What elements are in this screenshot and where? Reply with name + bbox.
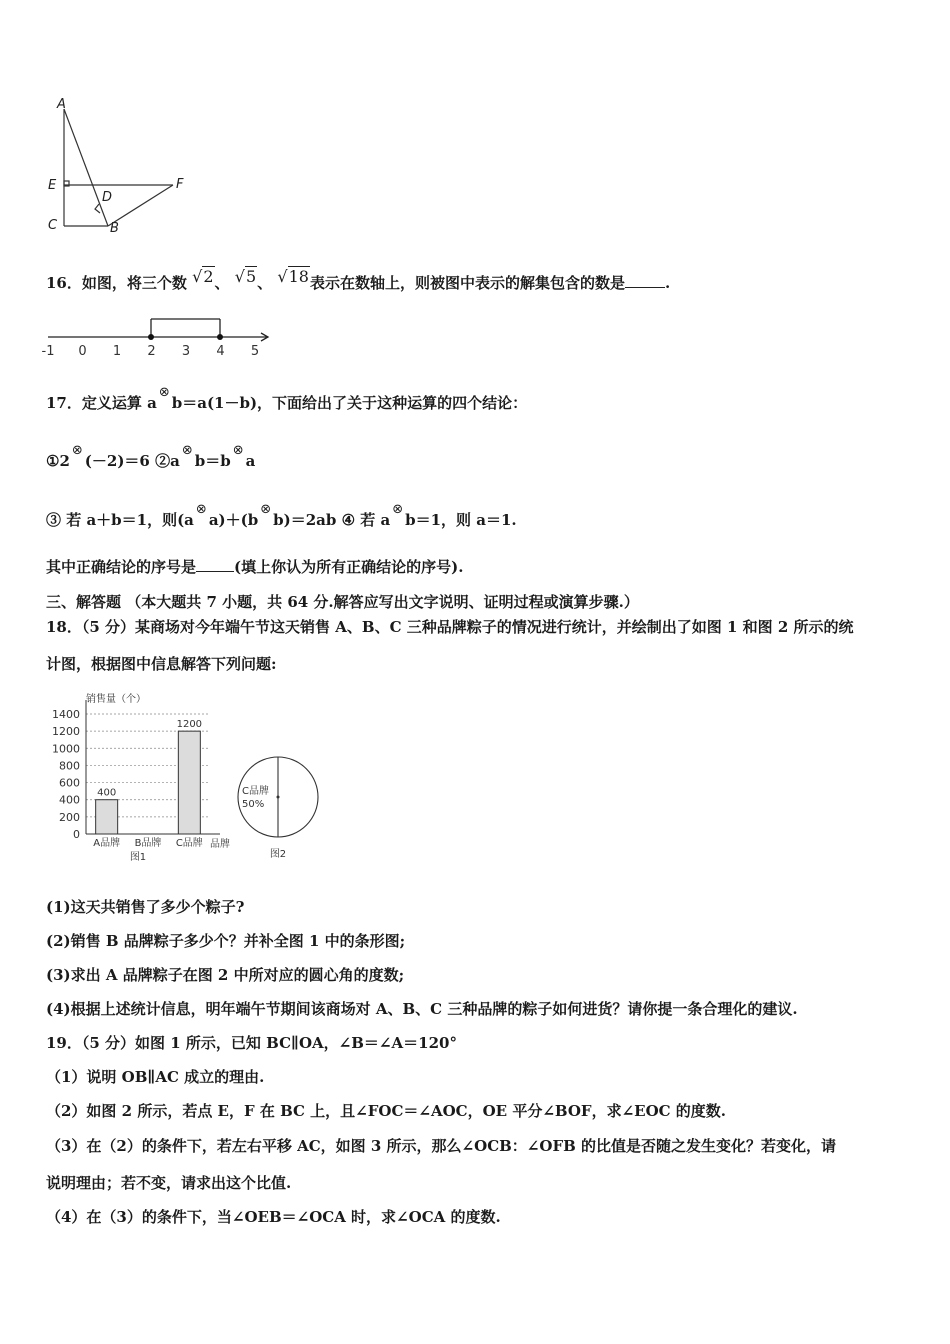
- q16-end: .: [664, 274, 671, 292]
- q17-c3a: ③ 若 a＋b＝1，则(a: [46, 511, 194, 529]
- q17-c1c: b＝b: [194, 452, 231, 470]
- y-tick-label: 1400: [52, 708, 80, 721]
- q19-sub-4: （4）在（3）的条件下，当∠OEB＝∠OCA 时，求∠OCA 的度数.: [46, 1208, 501, 1226]
- q18-sub-2: (2)销售 B 品牌粽子多少个？并补全图 1 中的条形图;: [46, 932, 406, 950]
- x-tick-label: A品牌: [93, 838, 121, 849]
- sqrt-2: √2: [192, 267, 214, 286]
- q19-sub-2: （2）如图 2 所示，若点 E，F 在 BC 上，且∠FOC＝∠AOC，OE 平分∠BOF，求∠EOC 的度数.: [46, 1102, 727, 1120]
- question-17: [46, 385, 528, 415]
- axis-tick-label: 4: [216, 344, 225, 359]
- y-tick-label: 200: [59, 810, 80, 824]
- axis-tick-label: 1: [112, 344, 122, 359]
- bar: [178, 731, 200, 834]
- q18-sub-1: (1)这天共销售了多少个粽子?: [46, 898, 245, 916]
- question-16: [46, 267, 671, 293]
- label-C: C: [48, 218, 58, 233]
- otimes-icon: ⊗: [232, 443, 244, 458]
- pie-chart-figure-2: [230, 750, 330, 865]
- axis-tick-label: -1: [41, 344, 55, 359]
- q19-sub-1: （1）说明 OB∥AC 成立的理由.: [46, 1068, 265, 1086]
- pie-slice-label: C品牌: [242, 786, 269, 797]
- bar-data-label: 1200: [176, 719, 203, 731]
- y-tick-label: 400: [59, 793, 80, 807]
- x-tick-label: B品牌: [134, 838, 162, 849]
- x-tick-label: C品牌: [175, 838, 203, 849]
- point-2: [148, 334, 154, 340]
- q18-line-2: 计图，根据图中信息解答下列问题:: [46, 655, 277, 673]
- sqrt-5: √5: [234, 267, 257, 286]
- q16-text-pre: 如图，将三个数: [81, 274, 187, 292]
- chart-title: 图2: [269, 849, 287, 860]
- q18-sub-4: (4)根据上述统计信息，明年端午节期间该商场对 A、B、C 三种品牌的粽子如何进货？请你提一条合理化的建议.: [46, 1000, 798, 1018]
- q19-sub-3a: （3）在（2）的条件下，若左右平移 AC，如图 3 所示，那么∠OCB：∠OFB 的比值是否随之发生变化？若变化，请: [46, 1137, 836, 1155]
- otimes-icon: ⊗: [181, 443, 193, 458]
- axis-tick-label: 2: [147, 344, 156, 359]
- q17-answer-post: (填上你认为所有正确结论的序号).: [234, 558, 464, 576]
- q17-c3c: b)＝2ab ④ 若 a: [273, 511, 391, 529]
- bar-chart-figure-1: [48, 690, 248, 870]
- number-line: [40, 312, 280, 362]
- q18-sub-3: (3)求出 A 品牌粽子在图 2 中所对应的圆心角的度数;: [46, 966, 405, 984]
- q17-conclusions-1-2: [46, 443, 256, 473]
- q17-answer-line: [46, 557, 463, 577]
- otimes-icon: ⊗: [195, 502, 207, 517]
- label-D: D: [102, 190, 113, 205]
- q16-text-post: 表示在数轴上，则被图中表示的解集包含的数是: [309, 274, 625, 292]
- y-tick-label: 1000: [52, 742, 80, 756]
- y-tick-label: 1200: [52, 725, 80, 739]
- q17-answer-pre: 其中正确结论的序号是: [46, 558, 197, 576]
- q17-c1d: a: [245, 452, 256, 470]
- q17-c3b: a)＋(b: [208, 511, 259, 529]
- y-tick-label: 600: [59, 776, 80, 790]
- section-3-heading: 三、解答题 （本大题共 7 小题，共 64 分.解答应写出文字说明、证明过程或演算步骤.）: [46, 593, 639, 611]
- otimes-icon: ⊗: [158, 385, 170, 400]
- answer-blank[interactable]: [625, 287, 665, 288]
- q17-c1a: ①2: [46, 452, 70, 470]
- label-A: A: [57, 97, 66, 112]
- q17-c3d: b＝1，则 a＝1.: [405, 511, 517, 529]
- pie-center: [277, 796, 280, 799]
- segment-FB: [108, 185, 173, 226]
- q16-sep-1: 、: [214, 274, 230, 292]
- otimes-icon: ⊗: [392, 502, 404, 517]
- q18-line-1: 18．（5 分）某商场对今年端午节这天销售 A、B、C 三种品牌粽子的情况进行统计，并绘制出了如图 1 和图 2 所示的统: [46, 618, 854, 636]
- q16-sep-2: 、: [257, 274, 273, 292]
- pie-slice-percent: 50%: [242, 799, 265, 810]
- bar: [96, 800, 118, 834]
- point-4: [217, 334, 223, 340]
- sqrt-18: √18: [277, 267, 309, 286]
- label-F: F: [176, 177, 184, 192]
- axis-tick-label: 0: [78, 344, 87, 359]
- otimes-icon: ⊗: [71, 443, 83, 458]
- q17-text-post: b＝a(1－b)，下面给出了关于这种运算的四个结论：: [171, 394, 528, 412]
- bar-data-label: 400: [97, 787, 117, 799]
- otimes-icon: ⊗: [260, 502, 272, 517]
- q17-conclusions-3-4: [46, 502, 517, 532]
- x-axis-label: 品牌: [210, 839, 230, 850]
- y-tick-label: 800: [59, 759, 80, 773]
- q19-line-1: 19．（5 分）如图 1 所示，已知 BC∥OA，∠B＝∠A＝120°: [46, 1034, 457, 1052]
- right-angle-mark-D: [95, 204, 100, 213]
- q17-text-pre: 17．定义运算 a: [46, 394, 157, 412]
- label-B: B: [110, 221, 119, 236]
- segment-AB: [64, 109, 108, 226]
- label-E: E: [48, 178, 57, 193]
- answer-blank[interactable]: [196, 571, 234, 572]
- q19-sub-3b: 说明理由；若不变，请求出这个比值.: [46, 1174, 292, 1192]
- geometry-figure: [40, 95, 200, 240]
- chart-title: 图1: [129, 852, 147, 863]
- q17-c1b: (－2)＝6 ②a: [84, 452, 180, 470]
- axis-tick-label: 3: [181, 344, 191, 359]
- y-axis-label: 销售量（个）: [86, 694, 146, 705]
- y-tick-label: 0: [73, 828, 80, 841]
- axis-tick-label: 5: [250, 344, 260, 359]
- q16-number: 16．: [46, 274, 82, 292]
